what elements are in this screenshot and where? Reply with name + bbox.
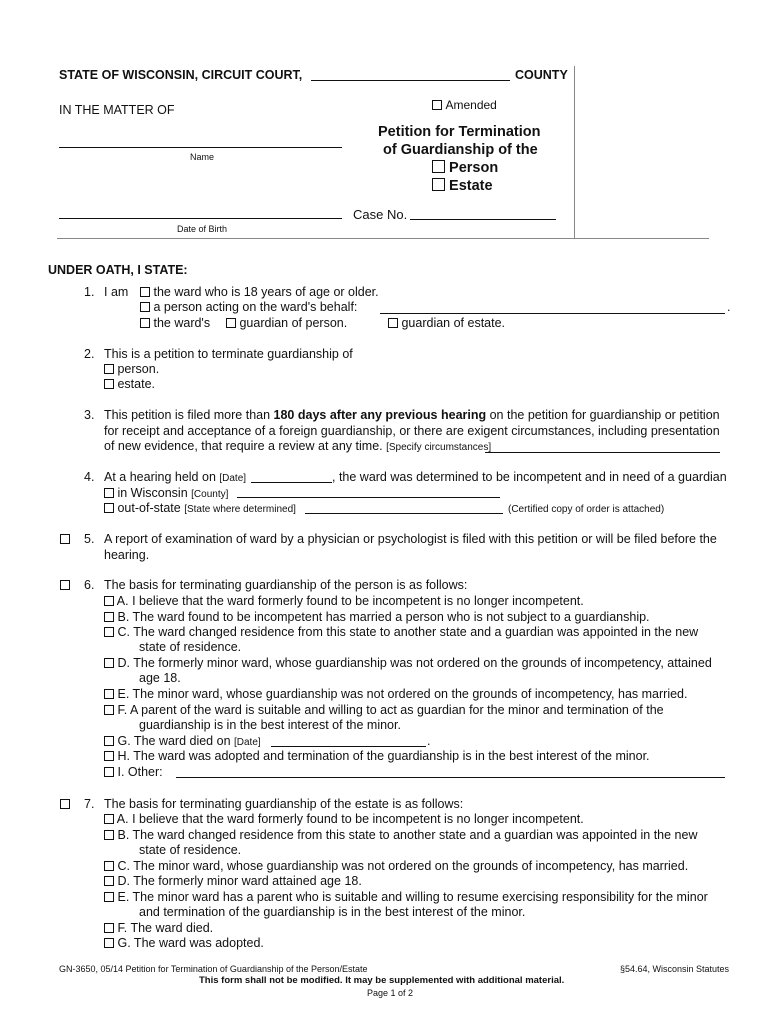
title-estate-label: Estate — [449, 178, 493, 194]
item2-number: 2. — [84, 347, 95, 361]
item4-out-of-state-label: out-of-state — [117, 501, 181, 515]
item1-option-guardian-person — [226, 316, 347, 331]
item6-f-continued: guardianship is in the best interest of the minor. — [139, 718, 401, 732]
item3-line3-text: of new evidence, that require a review at any time. — [104, 439, 383, 453]
item6-h-checkbox[interactable] — [104, 751, 114, 761]
item6-h-label: H. The ward was adopted and termination of the guardianship is in the best interest of the minor. — [117, 749, 650, 763]
item6-d-checkbox[interactable] — [104, 658, 114, 668]
item2-option-person — [104, 362, 159, 377]
item7-d-checkbox[interactable] — [104, 876, 114, 886]
item4-number: 4. — [84, 470, 95, 484]
item5-line2: hearing. — [104, 548, 150, 562]
item7-f-label: F. The ward died. — [117, 921, 214, 935]
matter-label: IN THE MATTER OF — [59, 103, 175, 117]
case-no-label: Case No. — [353, 207, 408, 222]
title-estate-option — [432, 177, 493, 195]
item6-other-field[interactable] — [176, 777, 725, 778]
item6-d-label: D. The formerly minor ward, whose guardianship was not ordered on the grounds of incompetency, attained — [117, 656, 712, 670]
item6-option-b — [104, 610, 650, 625]
item1-number: 1. — [84, 285, 95, 299]
item6-b-label: B. The ward found to be incompetent has married a person who is not subject to a guardianship. — [117, 610, 650, 624]
item7-c-checkbox[interactable] — [104, 861, 114, 871]
item7-c-label: C. The minor ward, whose guardianship was not ordered on the grounds of incompetency, has married. — [117, 859, 689, 873]
item4-state-field[interactable] — [305, 513, 503, 514]
item1-behalf-field[interactable] — [380, 313, 725, 314]
item7-a-checkbox[interactable] — [104, 814, 114, 824]
item6-e-checkbox[interactable] — [104, 689, 114, 699]
item6-g-date-field[interactable] — [271, 746, 426, 747]
item7-option-g — [104, 936, 264, 951]
case-no-field[interactable] — [410, 219, 556, 220]
item2-estate-label: estate. — [117, 377, 156, 391]
item3-number: 3. — [84, 408, 95, 422]
item7-b-continued: state of residence. — [139, 843, 242, 857]
item6-a-label: A. I believe that the ward formerly found to be incompetent is no longer incompetent. — [116, 594, 584, 608]
item4-wisconsin-checkbox[interactable] — [104, 488, 114, 498]
item7-e-checkbox[interactable] — [104, 892, 114, 902]
item1-guardian-estate-checkbox[interactable] — [388, 318, 398, 328]
item3-line2: for receipt and acceptance of a foreign guardianship, or there are exigent circumstances, including presentation — [104, 424, 720, 438]
item1-option-behalf — [140, 300, 357, 315]
item4-county-field[interactable] — [237, 497, 500, 498]
item6-option-g — [104, 734, 261, 750]
item7-checkbox-wrap — [60, 797, 70, 812]
item6-checkbox[interactable] — [60, 580, 70, 590]
item7-e-continued: and termination of the guardianship is in the best interest of the minor. — [139, 905, 526, 919]
item1-behalf-checkbox[interactable] — [140, 302, 150, 312]
item7-number: 7. — [84, 797, 95, 811]
item5-number: 5. — [84, 532, 95, 546]
item1-wards-checkbox[interactable] — [140, 318, 150, 328]
form-title-line1: Petition for Termination — [378, 124, 541, 140]
item2-estate-checkbox[interactable] — [104, 379, 114, 389]
county-label: COUNTY — [515, 68, 568, 82]
item6-option-i — [104, 765, 163, 780]
court-label: STATE OF WISCONSIN, CIRCUIT COURT, — [59, 68, 303, 82]
title-person-checkbox[interactable] — [432, 160, 445, 173]
item6-f-label: F. A parent of the ward is suitable and willing to act as guardian for the minor and termination of the — [117, 703, 664, 717]
item7-option-a — [104, 812, 584, 827]
item7-f-checkbox[interactable] — [104, 923, 114, 933]
item7-checkbox[interactable] — [60, 799, 70, 809]
item4-post: , the ward was determined to be incompetent and in need of a guardian — [332, 470, 727, 484]
item4-certified-note: (Certified copy of order is attached) — [508, 504, 665, 515]
item6-intro: The basis for terminating guardianship of the person is as follows: — [104, 578, 468, 592]
name-field[interactable] — [59, 147, 342, 148]
item1-guardian-estate-label: guardian of estate. — [401, 316, 506, 330]
amended-checkbox[interactable] — [432, 100, 442, 110]
item6-option-e — [104, 687, 687, 702]
item6-g-end: . — [427, 734, 431, 748]
item2-person-label: person. — [117, 362, 160, 376]
title-person-label: Person — [449, 160, 499, 176]
item4-date-field[interactable] — [251, 482, 332, 483]
item6-i-checkbox[interactable] — [104, 767, 114, 777]
item3-circumstances-field[interactable] — [485, 452, 720, 453]
item2-person-checkbox[interactable] — [104, 364, 114, 374]
item1-option-adult-ward — [140, 285, 379, 300]
item7-option-c — [104, 859, 688, 874]
item4-wisconsin-label: in Wisconsin — [117, 486, 188, 500]
item7-e-label: E. The minor ward has a parent who is suitable and willing to resume exercising responsibility for the minor — [117, 890, 708, 904]
item3-line3 — [104, 439, 491, 455]
item5-line1: A report of examination of ward by a physician or psychologist is filed with this petition or will be filed before the — [104, 532, 717, 546]
title-estate-checkbox[interactable] — [432, 178, 445, 191]
item4-county-tag: [County] — [191, 489, 229, 500]
circuit-court-field[interactable] — [311, 80, 510, 81]
item7-a-label: A. I believe that the ward formerly found to be incompetent is no longer incompetent. — [116, 812, 584, 826]
item7-d-label: D. The formerly minor ward attained age 18. — [117, 874, 362, 888]
oath-heading: UNDER OATH, I STATE: — [48, 263, 188, 277]
item6-g-label: G. The ward died on — [117, 734, 231, 748]
dob-label: Date of Birth — [177, 224, 228, 234]
item2-text: This is a petition to terminate guardianship of — [104, 347, 353, 361]
amended-label: Amended — [445, 98, 497, 112]
footer-form-id: GN-3650, 05/14 Petition for Termination of Guardianship of the Person/Estate — [59, 964, 368, 974]
item6-d-continued: age 18. — [139, 671, 181, 685]
item1-adult-ward-label: the ward who is 18 years of age or older. — [153, 285, 379, 299]
footer-notice: This form shall not be modified. It may be supplemented with additional material. — [199, 975, 565, 986]
item6-c-label: C. The ward changed residence from this state to another state and a guardian was appointed in the new — [117, 625, 699, 639]
item3-specify-tag: [Specify circumstances] — [386, 442, 492, 453]
item4-pre: At a hearing held on — [104, 470, 216, 484]
footer-page: Page 1 of 2 — [367, 988, 414, 998]
dob-field[interactable] — [59, 218, 342, 219]
item7-option-d — [104, 874, 362, 889]
item6-checkbox-wrap — [60, 578, 70, 593]
item1-wards-label: the ward's — [153, 316, 211, 330]
item1-behalf-label: a person acting on the ward's behalf: — [153, 300, 358, 314]
item7-g-checkbox[interactable] — [104, 938, 114, 948]
item7-b-label: B. The ward changed residence from this state to another state and a guardian was appointed in the new — [117, 828, 698, 842]
item1-guardian-person-checkbox[interactable] — [226, 318, 236, 328]
item6-option-h — [104, 749, 650, 764]
header-bottom-border — [57, 238, 709, 239]
item3-bold: 180 days after any previous hearing — [273, 408, 487, 422]
title-person-option — [432, 159, 498, 177]
item6-g-checkbox[interactable] — [104, 736, 114, 746]
item4-line1-pre — [104, 470, 246, 486]
item1-option-guardian-estate — [388, 316, 505, 331]
item1-adult-ward-checkbox[interactable] — [140, 287, 150, 297]
item2-option-estate — [104, 377, 155, 392]
item4-out-of-state-checkbox[interactable] — [104, 503, 114, 513]
item5-checkbox[interactable] — [60, 534, 70, 544]
item6-f-checkbox[interactable] — [104, 705, 114, 715]
item1-guardian-person-label: guardian of person. — [239, 316, 348, 330]
item7-b-checkbox[interactable] — [104, 830, 114, 840]
form-title-line2: of Guardianship of the — [383, 142, 538, 158]
footer-statute: §54.64, Wisconsin Statutes — [620, 964, 730, 974]
item7-intro: The basis for terminating guardianship of the estate is as follows: — [104, 797, 464, 811]
item6-a-checkbox[interactable] — [104, 596, 114, 606]
item4-option-wisconsin — [104, 486, 228, 502]
item7-option-f — [104, 921, 213, 936]
item1-iam: I am — [104, 285, 129, 299]
item6-e-label: E. The minor ward, whose guardianship was not ordered on the grounds of incompetency, has married. — [117, 687, 688, 701]
item5-checkbox-wrap — [60, 532, 70, 547]
item6-option-a — [104, 594, 584, 609]
item3-post: on the petition for guardianship or petition — [486, 408, 720, 422]
item3-pre: This petition is filed more than — [104, 408, 274, 422]
item7-g-label: G. The ward was adopted. — [117, 936, 264, 950]
item6-number: 6. — [84, 578, 95, 592]
item3-line1 — [104, 408, 720, 423]
item7-option-e — [104, 890, 708, 905]
item6-g-date-tag: [Date] — [234, 737, 261, 748]
item6-option-d — [104, 656, 712, 671]
item6-c-continued: state of residence. — [139, 640, 242, 654]
item1-option-guardian — [140, 316, 210, 331]
name-label: Name — [190, 152, 215, 162]
item4-state-tag: [State where determined] — [184, 504, 296, 515]
item4-option-out-of-state — [104, 501, 296, 517]
amended-option — [432, 98, 497, 113]
item6-option-f — [104, 703, 664, 718]
item6-option-c — [104, 625, 698, 640]
item4-date-tag: [Date] — [219, 473, 247, 484]
header-right-border — [574, 66, 575, 238]
item6-c-checkbox[interactable] — [104, 627, 114, 637]
item7-option-b — [104, 828, 697, 843]
item6-i-label: I. Other: — [117, 765, 163, 779]
item1-behalf-period: . — [727, 300, 731, 314]
item6-b-checkbox[interactable] — [104, 612, 114, 622]
